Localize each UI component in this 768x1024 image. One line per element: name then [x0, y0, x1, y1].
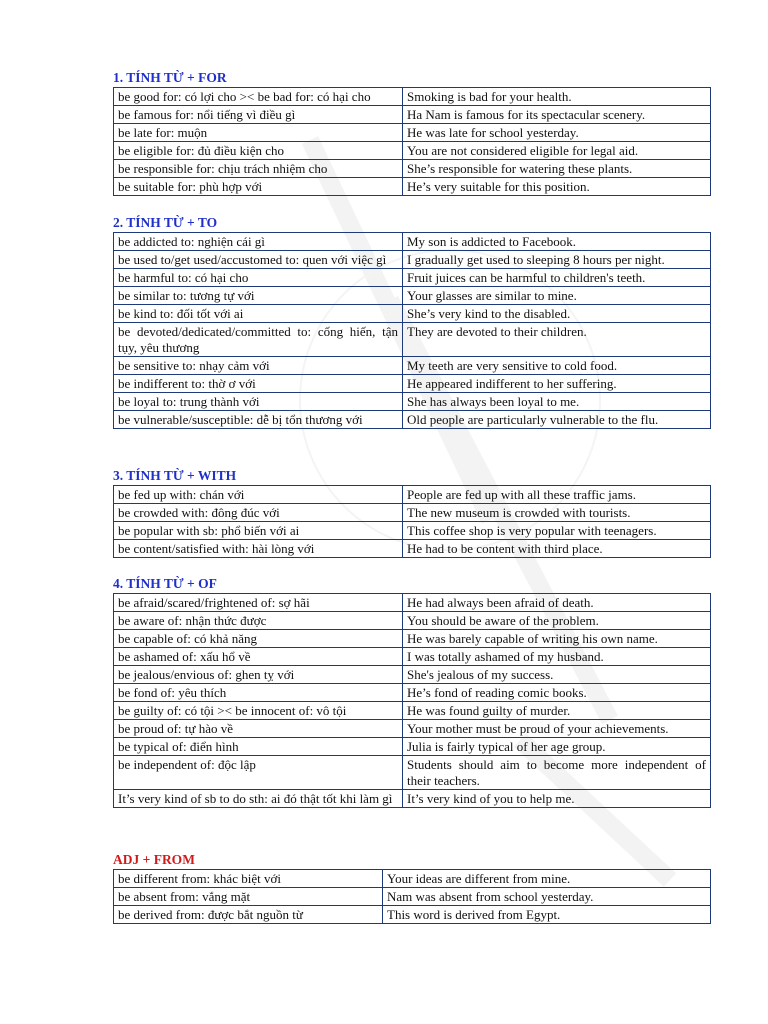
phrase-table	[113, 87, 711, 196]
phrase-cell: be kind to: đối tốt với ai	[114, 305, 403, 323]
example-cell: He was found guilty of murder.	[403, 702, 711, 720]
example-cell: Old people are particularly vulnerable to the flu.	[403, 411, 711, 429]
table-row	[114, 357, 711, 375]
example-cell: She has always been loyal to me.	[403, 393, 711, 411]
phrase-cell: be ashamed of: xấu hổ về	[114, 648, 403, 666]
section-of	[113, 575, 711, 808]
table-row	[114, 142, 711, 160]
phrase-cell: be fed up with: chán với	[114, 486, 403, 504]
table-row	[114, 160, 711, 178]
phrase-cell: be responsible for: chịu trách nhiệm cho	[114, 160, 403, 178]
phrase-cell: be sensitive to: nhạy cảm với	[114, 357, 403, 375]
section-from	[113, 851, 711, 924]
example-cell: People are fed up with all these traffic jams.	[403, 486, 711, 504]
table-row	[114, 88, 711, 106]
example-cell: Your glasses are similar to mine.	[403, 287, 711, 305]
example-cell: He’s fond of reading comic books.	[403, 684, 711, 702]
section-to	[113, 214, 711, 429]
table-row	[114, 287, 711, 305]
phrase-cell: be jealous/envious of: ghen tỵ với	[114, 666, 403, 684]
table-row	[114, 522, 711, 540]
table-row	[114, 269, 711, 287]
phrase-table	[113, 485, 711, 558]
table-row	[114, 684, 711, 702]
table-row	[114, 106, 711, 124]
table-row	[114, 375, 711, 393]
example-cell: He had always been afraid of death.	[403, 594, 711, 612]
example-cell: I was totally ashamed of my husband.	[403, 648, 711, 666]
phrase-cell: be similar to: tương tự với	[114, 287, 403, 305]
table-row	[114, 790, 711, 808]
phrase-cell: be indifferent to: thờ ơ với	[114, 375, 403, 393]
table-row	[114, 720, 711, 738]
table-row	[114, 540, 711, 558]
phrase-cell: be famous for: nổi tiếng vì điều gì	[114, 106, 403, 124]
table-row	[114, 666, 711, 684]
phrase-cell: be proud of: tự hào về	[114, 720, 403, 738]
phrase-table	[113, 593, 711, 808]
phrase-cell: be typical of: điển hình	[114, 738, 403, 756]
phrase-cell: be devoted/dedicated/committed to: cống hiến, tận tụy, yêu thương	[114, 323, 403, 357]
example-cell: He had to be content with third place.	[403, 540, 711, 558]
phrase-cell: be addicted to: nghiện cái gì	[114, 233, 403, 251]
table-row	[114, 251, 711, 269]
section-with	[113, 467, 711, 558]
example-cell: This word is derived from Egypt.	[383, 906, 711, 924]
example-cell: My teeth are very sensitive to cold food.	[403, 357, 711, 375]
phrase-cell: be crowded with: đông đúc với	[114, 504, 403, 522]
table-row	[114, 612, 711, 630]
phrase-table	[113, 232, 711, 429]
section-heading: 2. TÍNH TỪ + TO	[113, 215, 218, 230]
example-cell: It’s very kind of you to help me.	[403, 790, 711, 808]
example-cell: He appeared indifferent to her suffering.	[403, 375, 711, 393]
table-row	[114, 504, 711, 522]
section-heading: ADJ + FROM	[113, 852, 195, 867]
table-row	[114, 323, 711, 357]
phrase-cell: It’s very kind of sb to do sth: ai đó thật tốt khi làm gì	[114, 790, 403, 808]
table-row	[114, 393, 711, 411]
section-for	[113, 69, 711, 196]
example-cell: He was late for school yesterday.	[403, 124, 711, 142]
phrase-cell: be guilty of: có tội >< be innocent of: vô tội	[114, 702, 403, 720]
phrase-cell: be derived from: được bắt nguồn từ	[114, 906, 383, 924]
table-row	[114, 738, 711, 756]
phrase-cell: be eligible for: đủ điều kiện cho	[114, 142, 403, 160]
phrase-cell: be different from: khác biệt với	[114, 870, 383, 888]
example-cell: Your mother must be proud of your achievements.	[403, 720, 711, 738]
example-cell: Julia is fairly typical of her age group.	[403, 738, 711, 756]
phrase-cell: be fond of: yêu thích	[114, 684, 403, 702]
example-cell: Your ideas are different from mine.	[383, 870, 711, 888]
phrase-cell: be vulnerable/susceptible: dễ bị tổn thương với	[114, 411, 403, 429]
phrase-cell: be loyal to: trung thành với	[114, 393, 403, 411]
phrase-cell: be aware of: nhận thức được	[114, 612, 403, 630]
table-row	[114, 178, 711, 196]
example-cell: He was barely capable of writing his own name.	[403, 630, 711, 648]
table-row	[114, 630, 711, 648]
table-row	[114, 870, 711, 888]
table-row	[114, 411, 711, 429]
phrase-cell: be independent of: độc lập	[114, 756, 403, 790]
table-row	[114, 486, 711, 504]
table-row	[114, 648, 711, 666]
example-cell: Fruit juices can be harmful to children's teeth.	[403, 269, 711, 287]
phrase-cell: be good for: có lợi cho >< be bad for: có hại cho	[114, 88, 403, 106]
example-cell: The new museum is crowded with tourists.	[403, 504, 711, 522]
example-cell: You are not considered eligible for legal aid.	[403, 142, 711, 160]
phrase-cell: be late for: muộn	[114, 124, 403, 142]
example-cell: Nam was absent from school yesterday.	[383, 888, 711, 906]
phrase-cell: be capable of: có khả năng	[114, 630, 403, 648]
phrase-cell: be absent from: vắng mặt	[114, 888, 383, 906]
example-cell: Ha Nam is famous for its spectacular scenery.	[403, 106, 711, 124]
example-cell: My son is addicted to Facebook.	[403, 233, 711, 251]
section-heading: 3. TÍNH TỪ + WITH	[113, 468, 237, 483]
table-row	[114, 233, 711, 251]
phrase-cell: be harmful to: có hại cho	[114, 269, 403, 287]
example-cell: She’s very kind to the disabled.	[403, 305, 711, 323]
example-cell: You should be aware of the problem.	[403, 612, 711, 630]
table-row	[114, 305, 711, 323]
phrase-cell: be afraid/scared/frightened of: sợ hãi	[114, 594, 403, 612]
table-row	[114, 888, 711, 906]
table-row	[114, 702, 711, 720]
phrase-cell: be used to/get used/accustomed to: quen với việc gì	[114, 251, 403, 269]
section-heading: 1. TÍNH TỪ + FOR	[113, 70, 227, 85]
phrase-table	[113, 869, 711, 924]
table-row	[114, 906, 711, 924]
example-cell: I gradually get used to sleeping 8 hours per night.	[403, 251, 711, 269]
example-cell: He’s very suitable for this position.	[403, 178, 711, 196]
phrase-cell: be suitable for: phù hợp với	[114, 178, 403, 196]
example-cell: Students should aim to become more independent of their teachers.	[403, 756, 711, 790]
example-cell: She’s responsible for watering these plants.	[403, 160, 711, 178]
phrase-cell: be popular with sb: phổ biến với ai	[114, 522, 403, 540]
example-cell: This coffee shop is very popular with teenagers.	[403, 522, 711, 540]
table-row	[114, 124, 711, 142]
example-cell: She's jealous of my success.	[403, 666, 711, 684]
example-cell: Smoking is bad for your health.	[403, 88, 711, 106]
example-cell: They are devoted to their children.	[403, 323, 711, 357]
section-heading: 4. TÍNH TỪ + OF	[113, 576, 217, 591]
phrase-cell: be content/satisfied with: hài lòng với	[114, 540, 403, 558]
table-row	[114, 756, 711, 790]
table-row	[114, 594, 711, 612]
